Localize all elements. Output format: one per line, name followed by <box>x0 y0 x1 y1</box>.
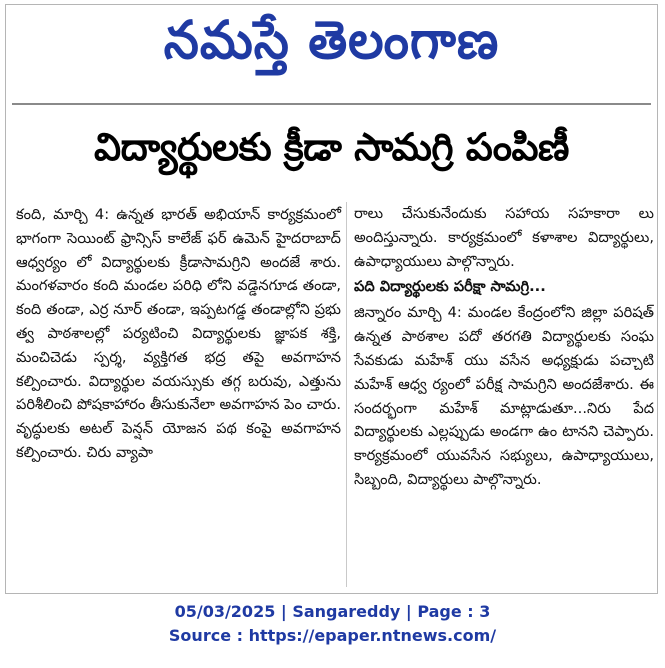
source-link: Source : https://epaper.ntnews.com/ <box>168 626 497 645</box>
masthead-divider <box>12 103 651 105</box>
column-divider <box>346 202 347 587</box>
article-paragraph-second: జిన్నారం మార్చి 4: మండల కేంద్రంలోని జిల్లా పరిషత్ ఉన్నత పాఠశాల పదో తరగతి విద్యార్థులకు సంఘ సేవకుడు మహేశ్ యు వసేన అధ్యక్షుడు పచ్చాటి మహేశ్ ఆధ్వ ర్యంలో పరీక్ష సామగ్రిని అందజేశారు. ఈ సందర్భంగా మహేశ్ మాట్లాడుతూ...నిరు పేద విద్యార్థులకు ఎల్లప్పుడు అండగా ఉం టానని చెప్పారు. కార్యక్రమంలో యువసేన సభ్యులు, ఉపాధ్యాయులు, సిబ్బంది, విద్యార్థులు పాల్గొన్నారు. <box>354 304 654 488</box>
article-paragraph: కంది, మార్చి 4: ఉన్నత భారత్ అభియాన్ కార్యక్రమంలో భాగంగా సెయింట్ ఫ్రాన్సిస్ కాలేజ్ ఫర్ ఉమెన్ హైదరాబాద్ ఆధ్వర్యం లో విద్యార్థులకు క్రీడాసామగ్రిని అందజే శారు. మంగళవారం కంది మండల పరిధి లోని వడ్డెనగూడ తండా, కంది తండా, ఎర్ర నూర్ తండా, ఇప్పటగడ్డ తండాల్లోని ప్రభు త్వ పాఠశాలల్లో పర్యటించి విద్యార్థులకు జ్ఞాపక శక్తి, మంచిచెడు స్పర్శ, వ్యక్తిగత భద్ర తపై అవగాహన కల్పించారు. విద్యార్థుల వయస్సుకు తగ్గ బరువు, ఎత్తును పరిశీలించి పోషకాహారం తీసుకునేలా అవగాహన పెం చారు. వృద్ధులకు అటల్ పెన్షన్ యోజన పథ కంపై అవగాహన కల్పించారు. చిరు వ్యాపా <box>16 206 341 461</box>
article-headline: విద్యార్థులకు క్రీడా సామగ్రి పంపిణీ <box>94 125 569 169</box>
article-subheading: పది విద్యార్థులకు పరీక్షా సామగ్రి... <box>354 278 546 296</box>
news-clipping <box>5 4 658 594</box>
article-paragraph-continued: రాలు చేసుకునేందుకు సహాయ సహకారా లు అందిస్తున్నారు. కార్యక్రమంలో కళాశాల విద్యార్థులు, ఉపాధ్యాయులు పాల్గొన్నారు. <box>354 205 654 270</box>
newspaper-masthead: నమస్తే తెలంగాణ <box>163 9 500 71</box>
article-column-left <box>16 203 341 465</box>
edition-info: 05/03/2025 | Sangareddy | Page : 3 <box>174 602 491 621</box>
article-column-right <box>354 202 654 492</box>
